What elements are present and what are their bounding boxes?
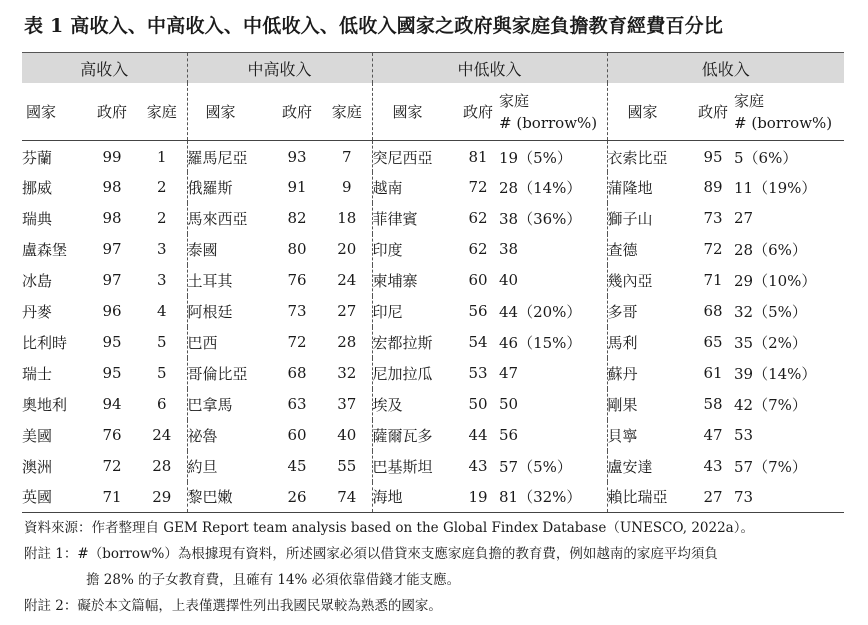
cell-household-low: 28（6%） [734,240,807,259]
cell-country-low: 幾內亞 [607,265,692,296]
cell-gov-upper-middle: 93 [287,148,307,167]
cell-gov-lower-middle: 19 [457,482,499,513]
cell-household-high: 4 [156,302,167,320]
header-household: 家庭 [137,83,187,141]
column-header-row [22,83,844,141]
cell-household-upper-middle: 40 [337,426,357,444]
cell-country-upper-middle: 祕魯 [187,420,272,451]
cell-country-upper-middle: 泰國 [187,234,272,265]
cell-household-high: 3 [156,240,167,258]
cell-country-lower-middle: 越南 [372,172,457,203]
cell-gov-upper-middle: 82 [287,209,307,227]
cell-gov-low: 65 [703,333,723,351]
cell-gov-lower-middle: 60 [468,271,488,289]
table-body [22,141,844,513]
cell-country-high: 芬蘭 [22,148,53,167]
table-row [22,451,844,482]
cell-household-high: 5 [156,333,167,351]
footnote-1-line-1: 附註 1：#（borrow%）為根據現有資料，所述國家必須以借貸來支應家庭負擔的教育費，例如越南的家庭平均須負 [24,546,718,562]
cell-country-low: 賴比瑞亞 [607,482,692,513]
cell-country-lower-middle: 巴基斯坦 [372,451,457,482]
cell-household-high: 2 [156,209,167,227]
header-household-borrow-line2: # (borrow%) [499,113,598,132]
cell-country-lower-middle: 印度 [372,234,457,265]
header-country: 國家 [187,83,272,141]
cell-household-upper-middle: 18 [337,209,357,227]
cell-country-upper-middle: 巴西 [187,327,272,358]
cell-country-high: 奧地利 [22,395,68,414]
cell-household-lower-middle: 44（20%） [499,302,582,321]
cell-gov-upper-middle: 68 [287,364,307,382]
cell-country-low: 獅子山 [607,203,692,234]
table-row [22,327,844,358]
group-upper-middle-income: 中高收入 [187,53,372,84]
cell-gov-upper-middle: 91 [287,178,307,196]
cell-country-low: 查德 [607,234,692,265]
header-government: 政府 [272,83,322,141]
cell-gov-low: 61 [703,364,723,382]
cell-household-high: 6 [156,395,167,413]
cell-country-high: 瑞典 [22,209,53,228]
header-government: 政府 [457,83,499,141]
cell-gov-low: 27 [692,482,734,513]
cell-country-upper-middle: 阿根廷 [187,296,272,327]
cell-household-low: 5（6%） [734,148,798,167]
cell-household-high: 2 [156,178,167,196]
cell-gov-lower-middle: 62 [468,240,488,258]
cell-gov-upper-middle: 45 [287,457,307,475]
cell-country-lower-middle: 薩爾瓦多 [372,420,457,451]
cell-country-high: 盧森堡 [22,240,68,259]
header-country: 國家 [22,83,87,141]
cell-country-high: 冰島 [22,271,53,290]
cell-country-low: 多哥 [607,296,692,327]
cell-household-upper-middle: 27 [337,302,357,320]
cell-country-high: 美國 [22,426,53,445]
cell-household-lower-middle: 40 [499,271,519,289]
cell-gov-high: 71 [87,482,137,513]
cell-gov-high: 97 [102,271,122,289]
cell-country-lower-middle: 菲律賓 [372,203,457,234]
cell-household-upper-middle: 7 [341,148,352,167]
cell-household-upper-middle: 9 [341,178,352,196]
cell-gov-high: 94 [102,395,122,413]
cell-country-low: 貝寧 [607,420,692,451]
cell-country-lower-middle: 尼加拉瓜 [372,358,457,389]
cell-country-low: 剛果 [607,389,692,420]
cell-country-low: 蒲隆地 [607,172,692,203]
cell-gov-upper-middle: 76 [287,271,307,289]
cell-country-lower-middle: 柬埔寨 [372,265,457,296]
cell-gov-low: 68 [703,302,723,320]
table-row [22,389,844,420]
footnote-1-line-2: 擔 28% 的子女教育費，且確有 14% 必須依靠借錢才能支應。 [86,572,461,588]
header-government: 政府 [692,83,734,141]
cell-country-high: 挪威 [22,178,53,197]
cell-household-lower-middle: 38 [499,240,519,258]
table-row [22,141,844,172]
cell-gov-high: 72 [102,457,122,475]
header-household-borrow [734,83,844,141]
cell-household-low: 11（19%） [734,178,817,197]
cell-household-high: 24 [152,426,172,444]
cell-gov-lower-middle: 56 [468,302,488,320]
cell-country-low: 盧安達 [607,451,692,482]
cell-household-lower-middle: 46（15%） [499,333,582,352]
cell-country-upper-middle: 約旦 [187,451,272,482]
header-household-borrow [499,83,607,141]
cell-household-lower-middle: 28（14%） [499,178,582,197]
header-country: 國家 [607,83,692,141]
cell-household-upper-middle: 32 [337,364,357,382]
cell-household-upper-middle: 20 [337,240,357,258]
header-government: 政府 [87,83,137,141]
cell-household-high: 29 [137,482,187,513]
cell-household-low: 32（5%） [734,302,807,321]
cell-country-lower-middle: 宏都拉斯 [372,327,457,358]
cell-household-low: 35（2%） [734,333,807,352]
group-low-income: 低收入 [607,53,844,84]
cell-gov-low: 73 [703,209,723,227]
cell-household-lower-middle: 56 [499,426,519,444]
table-row [22,358,844,389]
cell-gov-upper-middle: 80 [287,240,307,258]
cell-household-upper-middle: 37 [337,395,357,413]
cell-gov-upper-middle: 73 [287,302,307,320]
cell-household-low: 53 [734,426,754,444]
cell-household-low: 27 [734,209,754,227]
cell-household-lower-middle: 50 [499,395,519,413]
cell-gov-low: 71 [703,271,723,289]
cell-country-low: 蘇丹 [607,358,692,389]
cell-gov-high: 98 [102,178,122,196]
cell-country-lower-middle: 印尼 [372,296,457,327]
cell-country-lower-middle: 海地 [372,482,457,513]
table-row [22,296,844,327]
cell-gov-lower-middle: 50 [468,395,488,413]
cell-gov-high: 98 [102,209,122,227]
cell-household-lower-middle: 19（5%） [499,148,572,167]
table-row [22,420,844,451]
cell-country-high: 英國 [22,482,87,513]
cell-gov-high: 95 [102,333,122,351]
table-row [22,265,844,296]
cell-household-upper-middle: 74 [322,482,372,513]
cell-household-lower-middle: 38（36%） [499,209,582,228]
header-country: 國家 [372,83,457,141]
cell-gov-high: 97 [102,240,122,258]
table-row [22,172,844,203]
cell-gov-lower-middle: 81 [468,148,488,167]
cell-country-upper-middle: 俄羅斯 [187,172,272,203]
cell-gov-upper-middle: 26 [272,482,322,513]
header-household-borrow-line1: 家庭 [499,91,530,110]
cell-country-upper-middle: 馬來西亞 [187,203,272,234]
table-row [22,203,844,234]
cell-gov-low: 95 [703,148,723,167]
cell-household-low: 39（14%） [734,364,817,383]
cell-country-high: 比利時 [22,333,68,352]
cell-household-upper-middle: 24 [337,271,357,289]
cell-household-lower-middle: 57（5%） [499,457,572,476]
header-household: 家庭 [322,83,372,141]
footnote-2: 附註 2：礙於本文篇幅，上表僅選擇性列出我國民眾較為熟悉的國家。 [24,598,442,614]
table-row [22,482,844,513]
cell-gov-low: 58 [703,395,723,413]
group-high-income: 高收入 [22,53,187,84]
cell-country-high: 澳洲 [22,457,53,476]
cell-gov-lower-middle: 62 [468,209,488,227]
cell-gov-high: 95 [102,364,122,382]
header-household-borrow-line1: 家庭 [734,91,765,110]
cell-household-high: 28 [152,457,172,475]
cell-gov-lower-middle: 53 [468,364,488,382]
cell-country-upper-middle: 哥倫比亞 [187,358,272,389]
education-expenditure-table [22,52,844,513]
cell-household-upper-middle: 28 [337,333,357,351]
cell-household-high: 5 [156,364,167,382]
cell-gov-low: 43 [703,457,723,475]
cell-gov-upper-middle: 63 [287,395,307,413]
cell-gov-upper-middle: 72 [287,333,307,351]
cell-household-high: 3 [156,271,167,289]
cell-gov-high: 96 [102,302,122,320]
cell-household-upper-middle: 55 [337,457,357,475]
cell-country-lower-middle: 埃及 [372,389,457,420]
source-note: 資料來源：作者整理自 GEM Report team analysis based on the Global Findex Database（UNESCO, 2022a）。 [24,520,754,536]
group-header-row [22,53,844,84]
cell-household-lower-middle: 47 [499,364,519,382]
cell-country-upper-middle: 黎巴嫩 [187,482,272,513]
notes [24,515,844,619]
cell-country-upper-middle: 巴拿馬 [187,389,272,420]
cell-gov-upper-middle: 60 [287,426,307,444]
cell-gov-high: 99 [102,148,122,167]
cell-country-high: 丹麥 [22,302,53,321]
cell-country-upper-middle: 羅馬尼亞 [187,141,272,172]
cell-gov-high: 76 [102,426,122,444]
cell-gov-low: 72 [703,240,723,258]
cell-gov-lower-middle: 44 [468,426,488,444]
cell-household-high: 1 [156,148,167,167]
cell-gov-lower-middle: 72 [468,178,488,196]
cell-gov-lower-middle: 54 [468,333,488,351]
cell-household-low: 73 [734,482,844,513]
cell-household-low: 57（7%） [734,457,807,476]
cell-gov-low: 89 [703,178,723,196]
cell-country-upper-middle: 土耳其 [187,265,272,296]
group-lower-middle-income: 中低收入 [372,53,607,84]
cell-country-low: 衣索比亞 [607,141,692,172]
cell-gov-low: 47 [703,426,723,444]
table-row [22,234,844,265]
table-title: 表 1 高收入、中高收入、中低收入、低收入國家之政府與家庭負擔教育經費百分比 [24,15,724,37]
cell-household-lower-middle: 81（32%） [499,482,607,513]
cell-country-high: 瑞士 [22,364,53,383]
cell-country-low: 馬利 [607,327,692,358]
cell-country-lower-middle: 突尼西亞 [372,141,457,172]
cell-gov-lower-middle: 43 [468,457,488,475]
header-household-borrow-line2: # (borrow%) [734,113,833,132]
cell-household-low: 29（10%） [734,271,817,290]
cell-household-low: 42（7%） [734,395,807,414]
